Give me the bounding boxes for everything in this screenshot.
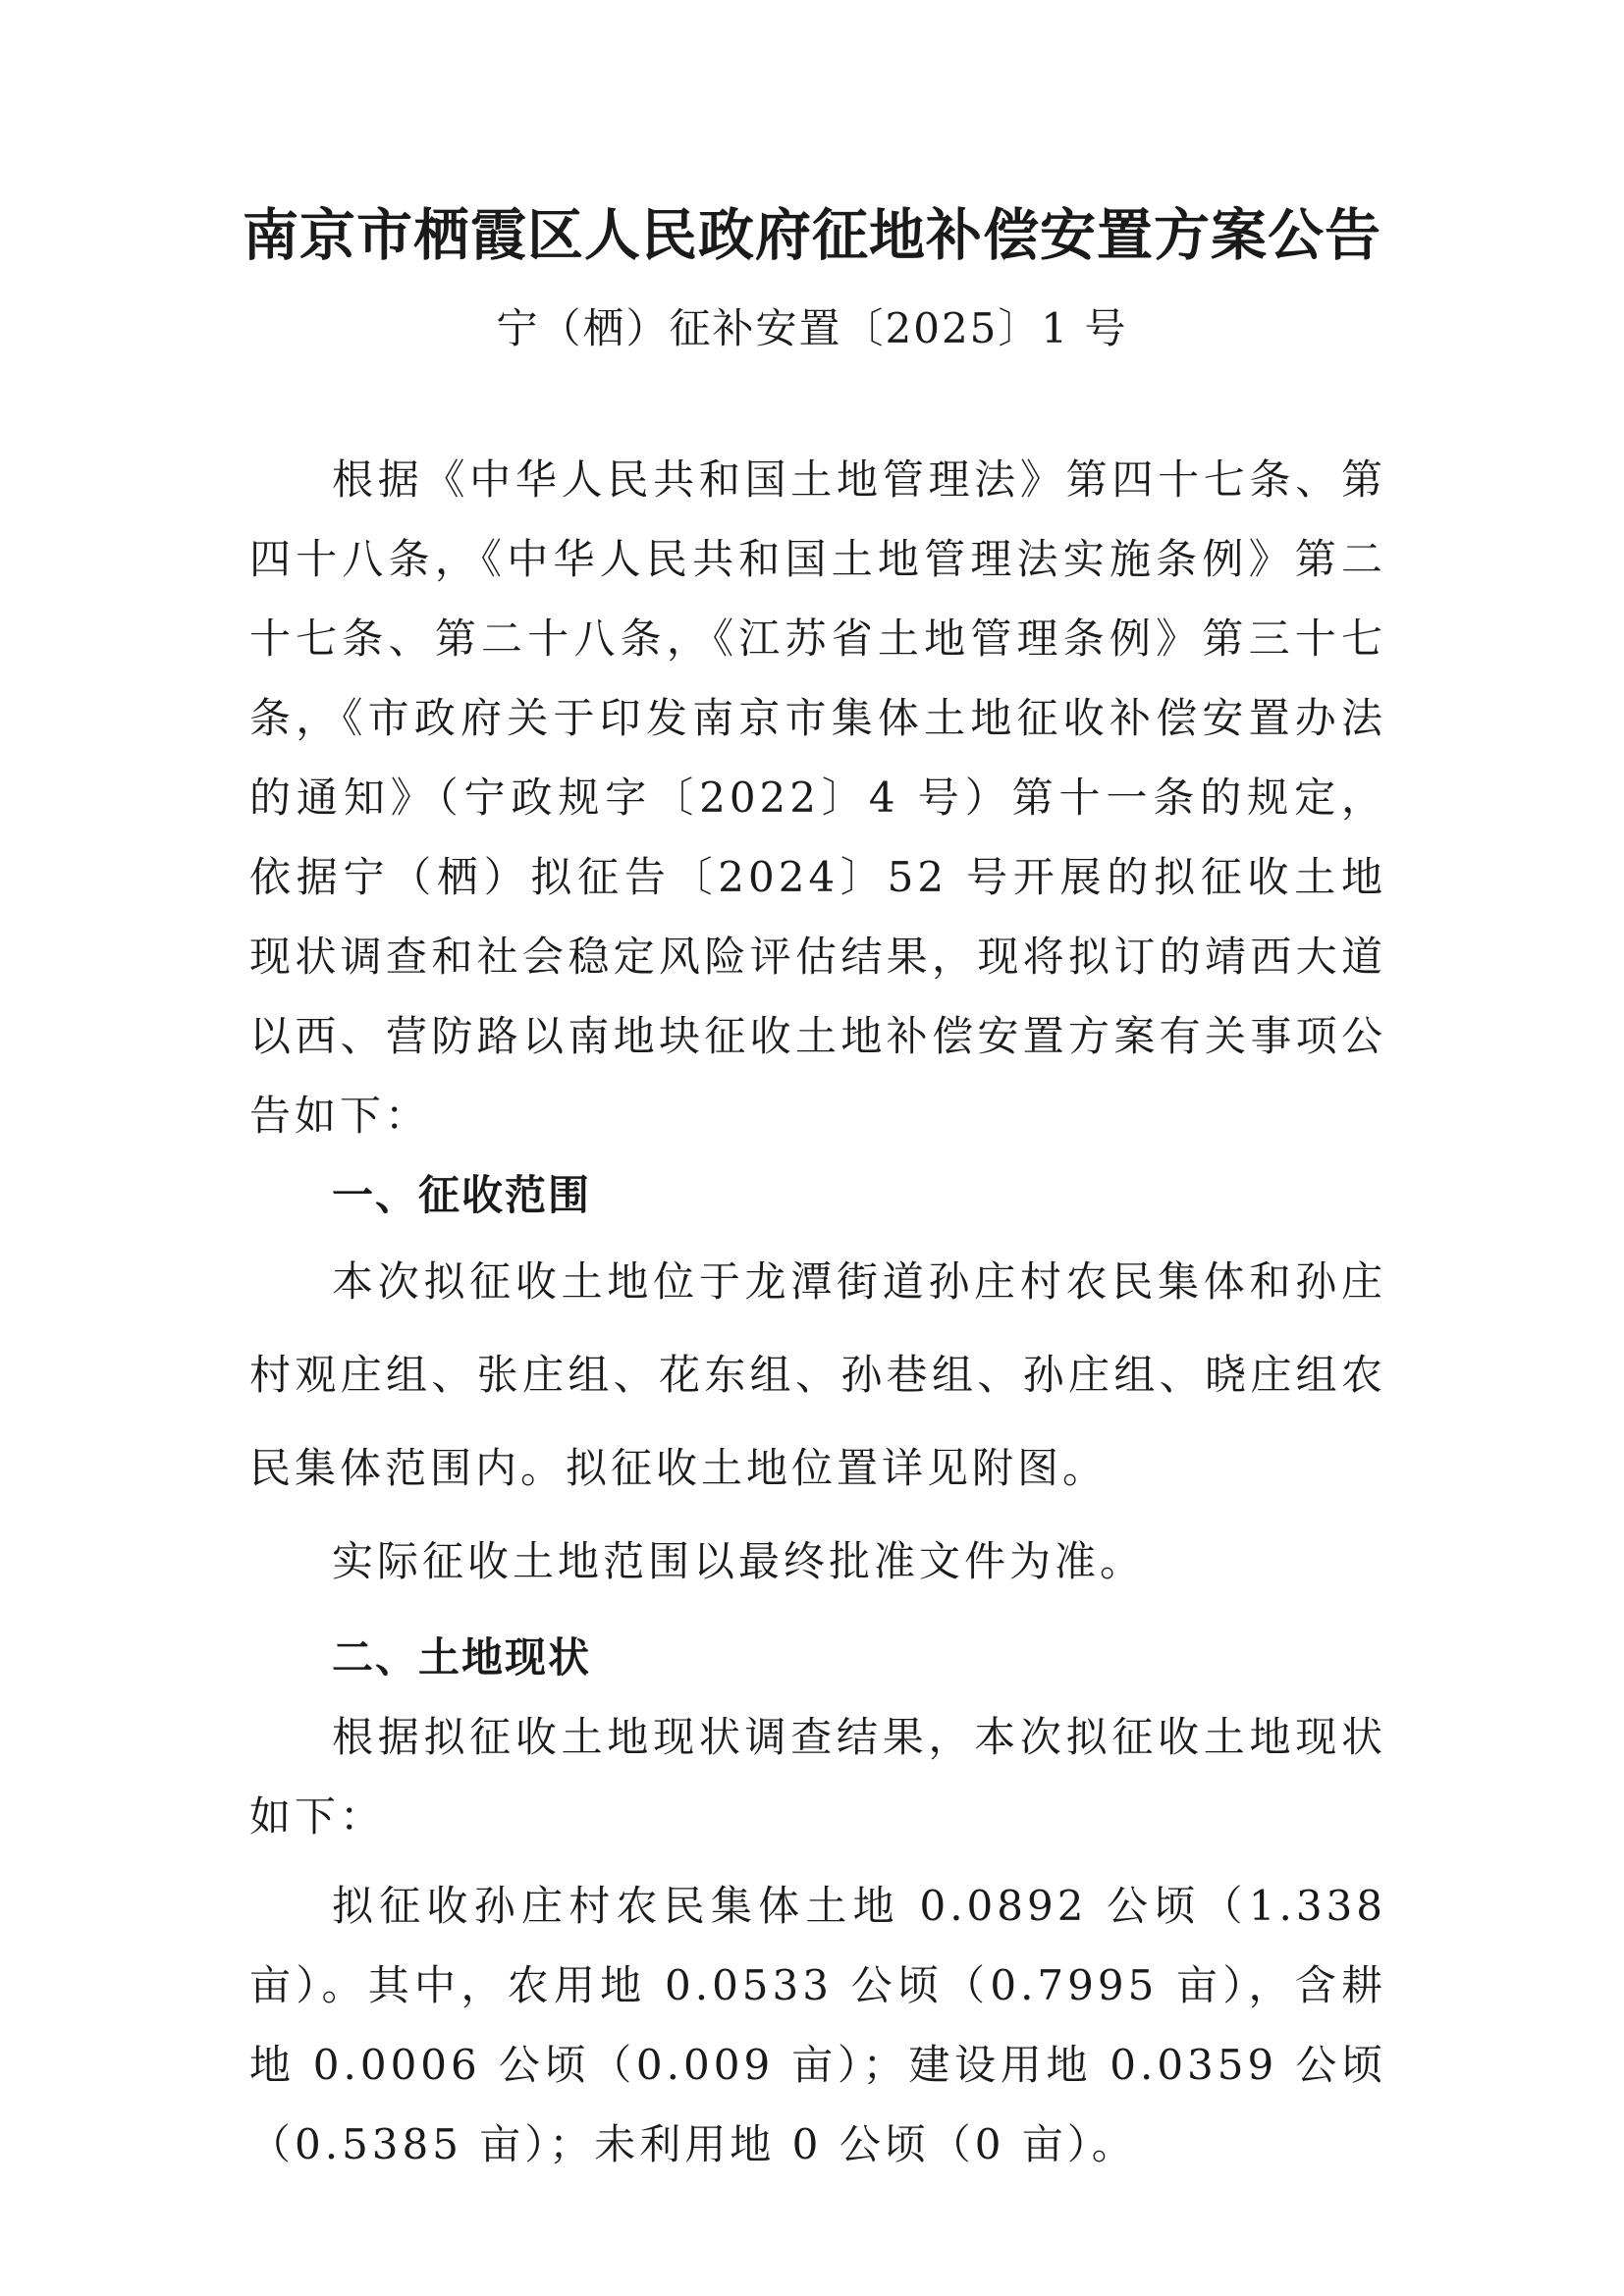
- intro-paragraph: 根据《中华人民共和国土地管理法》第四十七条、第四十八条，《中华人民共和国土地管理法实施条例》第二十七条、第二十八条，《江苏省土地管理条例》第三十七条，《市政府关于印发南京市集体土地征收补偿安置办法的通知》（宁政规字〔2022〕4 号）第十一条的规定，依据宁（栖）拟征告〔2024〕52 号开展的拟征收土地现状调查和社会稳定风险评估结果，现将拟订的靖西大道以西、营防路以南地块征收土地补偿安置方案有关事项公告如下：: [249, 455, 1386, 1140]
- land-status-intro-paragraph: 根据拟征收土地现状调查结果，本次拟征收土地现状如下：: [249, 1713, 1386, 1841]
- document-body: [249, 440, 1386, 2184]
- document-title: 南京市栖霞区人民政府征地补偿安置方案公告: [243, 202, 1381, 268]
- document-number: 宁（栖）征补安置〔2025〕1 号: [496, 304, 1128, 352]
- scope-paragraph: 本次拟征收土地位于龙潭街道孙庄村农民集体和孙庄村观庄组、张庄组、花东组、孙巷组、孙庄组、晓庄组农民集体范围内。拟征收土地位置详见附图。: [249, 1257, 1386, 1492]
- land-status-detail-paragraph: 拟征收孙庄村农民集体土地 0.0892 公顷（1.338 亩）。其中，农用地 0.0533 公顷（0.7995 亩），含耕地 0.0006 公顷（0.009 亩）；建设用地 0.0359 公顷（0.5385 亩）；未利用地 0 公顷（0 亩）。: [249, 1882, 1386, 2168]
- section-heading-land-status: 二、土地现状: [332, 1633, 592, 1682]
- section-heading-scope: 一、征收范围: [332, 1171, 592, 1219]
- scope-note-paragraph: 实际征收土地范围以最终批准文件为准。: [332, 1537, 1146, 1585]
